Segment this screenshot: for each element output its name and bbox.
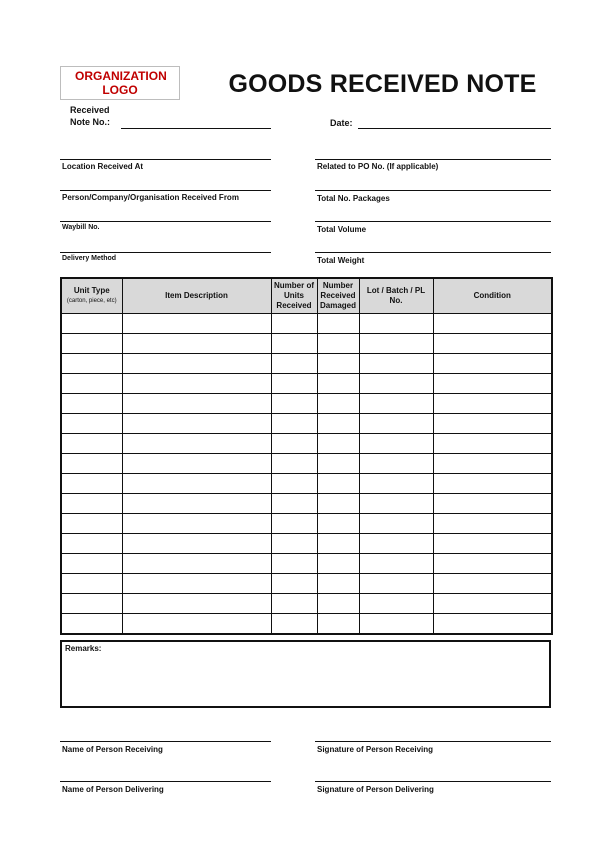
table-cell[interactable] <box>433 594 552 614</box>
header-item-description: Item Description <box>122 278 271 314</box>
header-unit-type: Unit Type (carton, piece, etc) <box>61 278 122 314</box>
location-label: Location Received At <box>62 162 144 171</box>
table-row <box>61 534 552 554</box>
table-cell[interactable] <box>359 474 433 494</box>
table-row <box>61 614 552 635</box>
header-lot-batch: Lot / Batch / PL No. <box>359 278 433 314</box>
table-cell[interactable] <box>61 554 122 574</box>
po-field[interactable] <box>315 159 551 160</box>
table-cell[interactable] <box>271 334 317 354</box>
table-cell[interactable] <box>271 434 317 454</box>
table-cell[interactable] <box>122 514 271 534</box>
location-field[interactable] <box>60 159 271 160</box>
table-cell[interactable] <box>433 614 552 635</box>
table-cell[interactable] <box>317 334 359 354</box>
table-cell[interactable] <box>359 494 433 514</box>
table-cell[interactable] <box>359 554 433 574</box>
table-cell[interactable] <box>433 354 552 374</box>
page-title: GOODS RECEIVED NOTE <box>228 70 537 98</box>
table-cell[interactable] <box>61 374 122 394</box>
waybill-label: Waybill No. <box>62 224 100 231</box>
table-cell[interactable] <box>271 514 317 534</box>
table-cell[interactable] <box>317 534 359 554</box>
sig-delivering-label: Signature of Person Delivering <box>317 785 434 794</box>
table-cell[interactable] <box>61 514 122 534</box>
name-receiving-label: Name of Person Receiving <box>62 745 163 754</box>
table-cell[interactable] <box>61 594 122 614</box>
waybill-field[interactable] <box>60 221 271 222</box>
packages-label: Total No. Packages <box>317 194 390 203</box>
table-cell[interactable] <box>317 514 359 534</box>
table-cell[interactable] <box>317 454 359 474</box>
table-row <box>61 594 552 614</box>
table-row <box>61 494 552 514</box>
table-cell[interactable] <box>122 374 271 394</box>
date-field[interactable] <box>358 128 551 129</box>
items-table <box>60 277 553 635</box>
table-cell[interactable] <box>317 474 359 494</box>
name-receiving-field[interactable] <box>60 741 271 742</box>
table-cell[interactable] <box>359 574 433 594</box>
table-cell[interactable] <box>122 594 271 614</box>
table-cell[interactable] <box>359 414 433 434</box>
sig-delivering-field[interactable] <box>315 781 551 782</box>
header-received-damaged: Number Received Damaged <box>317 278 359 314</box>
header-condition: Condition <box>433 278 552 314</box>
table-cell[interactable] <box>359 394 433 414</box>
table-row <box>61 414 552 434</box>
table-cell[interactable] <box>271 314 317 334</box>
volume-field[interactable] <box>315 221 551 222</box>
table-cell[interactable] <box>359 314 433 334</box>
name-delivering-field[interactable] <box>60 781 271 782</box>
table-cell[interactable] <box>317 574 359 594</box>
table-cell[interactable] <box>271 594 317 614</box>
table-cell[interactable] <box>433 474 552 494</box>
table-cell[interactable] <box>433 454 552 474</box>
table-cell[interactable] <box>317 414 359 434</box>
table-cell[interactable] <box>317 614 359 635</box>
table-row <box>61 514 552 534</box>
table-cell[interactable] <box>317 394 359 414</box>
table-cell[interactable] <box>122 494 271 514</box>
table-row <box>61 454 552 474</box>
table-cell[interactable] <box>61 494 122 514</box>
remarks-label: Remarks: <box>65 644 102 653</box>
delivery-method-label: Delivery Method <box>62 255 117 262</box>
table-cell[interactable] <box>317 494 359 514</box>
table-cell[interactable] <box>61 314 122 334</box>
packages-field[interactable] <box>315 190 551 191</box>
table-cell[interactable] <box>359 454 433 474</box>
table-cell[interactable] <box>359 534 433 554</box>
table-row <box>61 354 552 374</box>
table-cell[interactable] <box>61 474 122 494</box>
table-row <box>61 554 552 574</box>
table-cell[interactable] <box>122 334 271 354</box>
weight-field[interactable] <box>315 252 551 253</box>
table-row <box>61 314 552 334</box>
table-row <box>61 394 552 414</box>
table-cell[interactable] <box>122 534 271 554</box>
table-cell[interactable] <box>122 314 271 334</box>
table-cell[interactable] <box>61 534 122 554</box>
table-cell[interactable] <box>317 594 359 614</box>
table-row <box>61 574 552 594</box>
table-cell[interactable] <box>122 554 271 574</box>
table-cell[interactable] <box>433 554 552 574</box>
table-cell[interactable] <box>359 434 433 454</box>
table-cell[interactable] <box>271 354 317 374</box>
table-cell[interactable] <box>271 614 317 635</box>
table-cell[interactable] <box>433 374 552 394</box>
table-cell[interactable] <box>433 574 552 594</box>
table-cell[interactable] <box>317 354 359 374</box>
header-units-received: Number of Units Received <box>271 278 317 314</box>
table-cell[interactable] <box>271 474 317 494</box>
received-from-label: Person/Company/Organisation Received From <box>62 193 239 202</box>
table-cell[interactable] <box>271 574 317 594</box>
table-cell[interactable] <box>61 414 122 434</box>
table-cell[interactable] <box>61 454 122 474</box>
table-cell[interactable] <box>433 334 552 354</box>
table-cell[interactable] <box>122 414 271 434</box>
table-cell[interactable] <box>122 394 271 414</box>
delivery-method-field[interactable] <box>60 252 271 253</box>
table-cell[interactable] <box>317 554 359 574</box>
table-cell[interactable] <box>271 394 317 414</box>
table-cell[interactable] <box>433 514 552 534</box>
sig-receiving-field[interactable] <box>315 741 551 742</box>
remarks-box[interactable] <box>60 640 551 708</box>
table-cell[interactable] <box>359 594 433 614</box>
table-cell[interactable] <box>433 494 552 514</box>
table-cell[interactable] <box>122 454 271 474</box>
table-cell[interactable] <box>61 434 122 454</box>
received-from-field[interactable] <box>60 190 271 191</box>
table-cell[interactable] <box>433 414 552 434</box>
table-cell[interactable] <box>317 374 359 394</box>
date-label: Date: <box>330 118 353 128</box>
weight-label: Total Weight <box>317 256 365 265</box>
table-cell[interactable] <box>61 394 122 414</box>
table-cell[interactable] <box>271 534 317 554</box>
organization-logo: ORGANIZATION LOGO <box>60 66 180 100</box>
table-cell[interactable] <box>359 514 433 534</box>
table-cell[interactable] <box>433 534 552 554</box>
sig-receiving-label: Signature of Person Receiving <box>317 745 434 754</box>
table-cell[interactable] <box>271 454 317 474</box>
table-cell[interactable] <box>433 314 552 334</box>
table-cell[interactable] <box>359 614 433 635</box>
note-no-field[interactable] <box>121 128 271 129</box>
table-cell[interactable] <box>61 334 122 354</box>
table-cell[interactable] <box>359 354 433 374</box>
table-cell[interactable] <box>433 434 552 454</box>
table-cell[interactable] <box>359 334 433 354</box>
table-row <box>61 374 552 394</box>
table-cell[interactable] <box>122 574 271 594</box>
volume-label: Total Volume <box>317 225 367 234</box>
table-cell[interactable] <box>122 614 271 635</box>
table-row <box>61 334 552 354</box>
table-cell[interactable] <box>359 374 433 394</box>
table-row <box>61 474 552 494</box>
table-cell[interactable] <box>317 314 359 334</box>
table-cell[interactable] <box>122 474 271 494</box>
table-cell[interactable] <box>271 374 317 394</box>
name-delivering-label: Name of Person Delivering <box>62 785 164 794</box>
table-cell[interactable] <box>433 394 552 414</box>
table-cell[interactable] <box>61 614 122 635</box>
table-row <box>61 434 552 454</box>
table-cell[interactable] <box>317 434 359 454</box>
table-cell[interactable] <box>271 414 317 434</box>
po-label: Related to PO No. (If applicable) <box>317 162 439 171</box>
table-cell[interactable] <box>122 354 271 374</box>
table-cell[interactable] <box>271 494 317 514</box>
table-cell[interactable] <box>122 434 271 454</box>
table-cell[interactable] <box>271 554 317 574</box>
note-no-label: Received Note No.: <box>70 105 110 127</box>
table-cell[interactable] <box>61 354 122 374</box>
table-cell[interactable] <box>61 574 122 594</box>
